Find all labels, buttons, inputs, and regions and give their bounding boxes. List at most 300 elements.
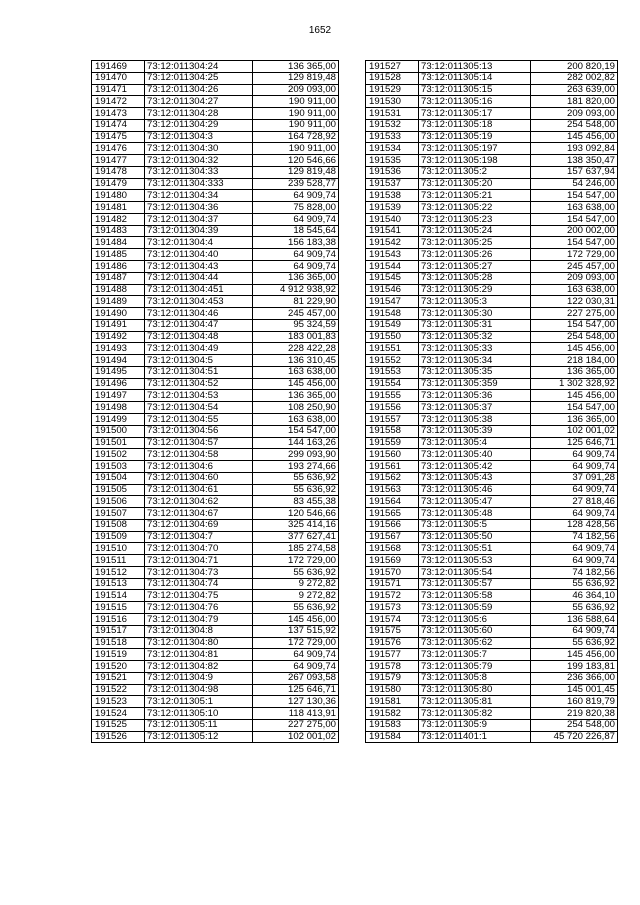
row-number-cell: 191514 (92, 590, 145, 602)
cadastral-number-cell: 73:12:011304:43 (145, 261, 253, 273)
value-cell: 129 819,48 (253, 72, 339, 84)
table-row (92, 437, 339, 449)
cadastral-number-cell: 73:12:011304:33 (145, 166, 253, 178)
cadastral-number-cell: 73:12:011305:62 (419, 637, 531, 649)
value-cell: 9 272,82 (253, 590, 339, 602)
table-row (366, 696, 618, 708)
table-row (366, 331, 618, 343)
value-cell: 64 909,74 (531, 625, 618, 637)
table-row (366, 119, 618, 131)
row-number-cell: 191500 (92, 425, 145, 437)
value-cell: 163 638,00 (253, 366, 339, 378)
row-number-cell: 191572 (366, 590, 419, 602)
table-row (92, 413, 339, 425)
row-number-cell: 191471 (92, 84, 145, 96)
cadastral-number-cell: 73:12:011305:59 (419, 602, 531, 614)
cadastral-number-cell: 73:12:011305:17 (419, 108, 531, 120)
table-row (92, 637, 339, 649)
value-cell: 4 912 938,92 (253, 284, 339, 296)
cadastral-number-cell: 73:12:011304:46 (145, 308, 253, 320)
cadastral-number-cell: 73:12:011304:5 (145, 355, 253, 367)
cadastral-number-cell: 73:12:011304:55 (145, 413, 253, 425)
table-row (92, 237, 339, 249)
table-row (92, 684, 339, 696)
value-cell: 227 275,00 (253, 719, 339, 731)
cadastral-number-cell: 73:12:011304:56 (145, 425, 253, 437)
row-number-cell: 191470 (92, 72, 145, 84)
row-number-cell: 191527 (366, 61, 419, 73)
value-cell: 54 246,00 (531, 178, 618, 190)
value-cell: 219 820,38 (531, 708, 618, 720)
row-number-cell: 191488 (92, 284, 145, 296)
value-cell: 145 456,00 (253, 613, 339, 625)
cadastral-number-cell: 73:12:011304:24 (145, 61, 253, 73)
table-row (92, 672, 339, 684)
table-row (92, 578, 339, 590)
cadastral-number-cell: 73:12:011304:49 (145, 343, 253, 355)
table-row (366, 508, 618, 520)
row-number-cell: 191487 (92, 272, 145, 284)
table-row (366, 731, 618, 743)
cadastral-number-cell: 73:12:011305:39 (419, 425, 531, 437)
row-number-cell: 191551 (366, 343, 419, 355)
table-row (366, 166, 618, 178)
value-cell: 55 636,92 (531, 637, 618, 649)
cadastral-number-cell: 73:12:011305:198 (419, 155, 531, 167)
row-number-cell: 191508 (92, 519, 145, 531)
cadastral-number-cell: 73:12:011305:46 (419, 484, 531, 496)
row-number-cell: 191531 (366, 108, 419, 120)
table-row (366, 461, 618, 473)
row-number-cell: 191560 (366, 449, 419, 461)
value-cell: 190 911,00 (253, 96, 339, 108)
row-number-cell: 191581 (366, 696, 419, 708)
table-row (92, 649, 339, 661)
table-row (92, 96, 339, 108)
table-row (366, 719, 618, 731)
cadastral-number-cell: 73:12:011305:16 (419, 96, 531, 108)
value-cell: 163 638,00 (531, 202, 618, 214)
cadastral-number-cell: 73:12:011304:70 (145, 543, 253, 555)
value-cell: 102 001,02 (531, 425, 618, 437)
row-number-cell: 191523 (92, 696, 145, 708)
cadastral-number-cell: 73:12:011305:27 (419, 261, 531, 273)
page-number: 1652 (308, 25, 332, 36)
value-cell: 64 909,74 (253, 213, 339, 225)
row-number-cell: 191577 (366, 649, 419, 661)
table-row (366, 625, 618, 637)
row-number-cell: 191543 (366, 249, 419, 261)
cadastral-number-cell: 73:12:011304:69 (145, 519, 253, 531)
row-number-cell: 191555 (366, 390, 419, 402)
row-number-cell: 191497 (92, 390, 145, 402)
table-row (366, 672, 618, 684)
cadastral-number-cell: 73:12:011304:39 (145, 225, 253, 237)
cadastral-number-cell: 73:12:011305:58 (419, 590, 531, 602)
row-number-cell: 191538 (366, 190, 419, 202)
row-number-cell: 191503 (92, 461, 145, 473)
cadastral-number-cell: 73:12:011305:28 (419, 272, 531, 284)
value-cell: 218 184,00 (531, 355, 618, 367)
value-cell: 120 546,66 (253, 155, 339, 167)
table-row (92, 131, 339, 143)
value-cell: 64 909,74 (253, 649, 339, 661)
value-cell: 299 093,90 (253, 449, 339, 461)
table-row (366, 437, 618, 449)
value-cell: 64 909,74 (531, 461, 618, 473)
table-row (92, 519, 339, 531)
value-cell: 83 455,38 (253, 496, 339, 508)
row-number-cell: 191544 (366, 261, 419, 273)
cadastral-number-cell: 73:12:011305:48 (419, 508, 531, 520)
table-row (92, 390, 339, 402)
value-cell: 200 002,00 (531, 225, 618, 237)
value-cell: 164 728,92 (253, 131, 339, 143)
cadastral-number-cell: 73:12:011305:51 (419, 543, 531, 555)
row-number-cell: 191495 (92, 366, 145, 378)
table-row (366, 284, 618, 296)
table-row (366, 366, 618, 378)
value-cell: 145 456,00 (531, 649, 618, 661)
value-cell: 254 548,00 (531, 331, 618, 343)
cadastral-number-cell: 73:12:011304:4 (145, 237, 253, 249)
cadastral-number-cell: 73:12:011305:43 (419, 472, 531, 484)
cadastral-number-cell: 73:12:011305:53 (419, 555, 531, 567)
cadastral-number-cell: 73:12:011304:98 (145, 684, 253, 696)
table-row (92, 272, 339, 284)
cadastral-number-cell: 73:12:011305:37 (419, 402, 531, 414)
cadastral-number-cell: 73:12:011304:74 (145, 578, 253, 590)
table-row (366, 261, 618, 273)
table-row (366, 496, 618, 508)
table-row (92, 84, 339, 96)
row-number-cell: 191539 (366, 202, 419, 214)
table-row (92, 190, 339, 202)
value-cell: 108 250,90 (253, 402, 339, 414)
table-row (92, 531, 339, 543)
row-number-cell: 191489 (92, 296, 145, 308)
value-cell: 136 310,45 (253, 355, 339, 367)
table-row (92, 296, 339, 308)
table-row (92, 319, 339, 331)
table-row (92, 613, 339, 625)
value-cell: 209 093,00 (531, 108, 618, 120)
row-number-cell: 191510 (92, 543, 145, 555)
table-row (366, 190, 618, 202)
table-row (92, 202, 339, 214)
row-number-cell: 191484 (92, 237, 145, 249)
row-number-cell: 191483 (92, 225, 145, 237)
row-number-cell: 191480 (92, 190, 145, 202)
table-row (92, 484, 339, 496)
table-row (92, 213, 339, 225)
row-number-cell: 191501 (92, 437, 145, 449)
cadastral-number-cell: 73:12:011304:25 (145, 72, 253, 84)
value-cell: 125 646,71 (531, 437, 618, 449)
table-row (366, 61, 618, 73)
value-cell: 75 828,00 (253, 202, 339, 214)
row-number-cell: 191516 (92, 613, 145, 625)
table-row (366, 202, 618, 214)
table-row (92, 508, 339, 520)
row-number-cell: 191549 (366, 319, 419, 331)
table-row (92, 472, 339, 484)
row-number-cell: 191469 (92, 61, 145, 73)
cadastral-number-cell: 73:12:011304:37 (145, 213, 253, 225)
value-cell: 199 183,81 (531, 661, 618, 673)
row-number-cell: 191478 (92, 166, 145, 178)
cadastral-number-cell: 73:12:011401:1 (419, 731, 531, 743)
cadastral-number-cell: 73:12:011305:1 (145, 696, 253, 708)
table-row (92, 719, 339, 731)
value-cell: 227 275,00 (531, 308, 618, 320)
table-row (92, 696, 339, 708)
table-row (366, 296, 618, 308)
value-cell: 172 729,00 (253, 637, 339, 649)
value-cell: 145 456,00 (253, 378, 339, 390)
cadastral-number-cell: 73:12:011305:81 (419, 696, 531, 708)
cadastral-number-cell: 73:12:011305:4 (419, 437, 531, 449)
row-number-cell: 191566 (366, 519, 419, 531)
row-number-cell: 191534 (366, 143, 419, 155)
table-row (366, 449, 618, 461)
row-number-cell: 191546 (366, 284, 419, 296)
cadastral-number-cell: 73:12:011305:29 (419, 284, 531, 296)
value-cell: 209 093,00 (253, 84, 339, 96)
cadastral-number-cell: 73:12:011304:81 (145, 649, 253, 661)
cadastral-number-cell: 73:12:011304:28 (145, 108, 253, 120)
cadastral-number-cell: 73:12:011305:21 (419, 190, 531, 202)
cadastral-number-cell: 73:12:011304:27 (145, 96, 253, 108)
table-row (92, 378, 339, 390)
row-number-cell: 191552 (366, 355, 419, 367)
table-row (366, 590, 618, 602)
cadastral-number-cell: 73:12:011304:79 (145, 613, 253, 625)
cadastral-number-cell: 73:12:011304:7 (145, 531, 253, 543)
table-row (92, 602, 339, 614)
cadastral-number-cell: 73:12:011305:8 (419, 672, 531, 684)
row-number-cell: 191541 (366, 225, 419, 237)
table-row (366, 72, 618, 84)
table-row (366, 178, 618, 190)
cadastral-number-cell: 73:12:011305:34 (419, 355, 531, 367)
cadastral-number-cell: 73:12:011305:31 (419, 319, 531, 331)
value-cell: 136 588,64 (531, 613, 618, 625)
row-number-cell: 191502 (92, 449, 145, 461)
cadastral-number-cell: 73:12:011304:71 (145, 555, 253, 567)
row-number-cell: 191547 (366, 296, 419, 308)
table-row (366, 143, 618, 155)
cadastral-number-cell: 73:12:011304:40 (145, 249, 253, 261)
cadastral-number-cell: 73:12:011304:57 (145, 437, 253, 449)
cadastral-number-cell: 73:12:011304:451 (145, 284, 253, 296)
value-cell: 81 229,90 (253, 296, 339, 308)
value-cell: 156 183,38 (253, 237, 339, 249)
value-cell: 136 365,00 (253, 390, 339, 402)
value-cell: 377 627,41 (253, 531, 339, 543)
cadastral-number-cell: 73:12:011305:13 (419, 61, 531, 73)
value-cell: 136 365,00 (531, 366, 618, 378)
cadastral-number-cell: 73:12:011305:25 (419, 237, 531, 249)
value-cell: 64 909,74 (253, 661, 339, 673)
table-row (366, 390, 618, 402)
row-number-cell: 191535 (366, 155, 419, 167)
table-row (366, 649, 618, 661)
value-cell: 282 002,82 (531, 72, 618, 84)
cadastral-number-cell: 73:12:011305:10 (145, 708, 253, 720)
value-cell: 157 637,94 (531, 166, 618, 178)
table-row (366, 225, 618, 237)
row-number-cell: 191550 (366, 331, 419, 343)
row-number-cell: 191582 (366, 708, 419, 720)
cadastral-number-cell: 73:12:011304:73 (145, 566, 253, 578)
cadastral-number-cell: 73:12:011304:53 (145, 390, 253, 402)
value-cell: 118 413,91 (253, 708, 339, 720)
table-row (366, 425, 618, 437)
table-row (366, 272, 618, 284)
row-number-cell: 191540 (366, 213, 419, 225)
cadastral-number-cell: 73:12:011304:8 (145, 625, 253, 637)
cadastral-number-cell: 73:12:011304:26 (145, 84, 253, 96)
row-number-cell: 191481 (92, 202, 145, 214)
cadastral-number-cell: 73:12:011305:47 (419, 496, 531, 508)
cadastral-number-cell: 73:12:011305:40 (419, 449, 531, 461)
table-row (92, 108, 339, 120)
cadastral-number-cell: 73:12:011305:50 (419, 531, 531, 543)
table-row (366, 402, 618, 414)
table-row (92, 425, 339, 437)
value-cell: 64 909,74 (253, 261, 339, 273)
value-cell: 154 547,00 (531, 213, 618, 225)
cadastral-number-cell: 73:12:011305:32 (419, 331, 531, 343)
value-cell: 18 545,64 (253, 225, 339, 237)
row-number-cell: 191520 (92, 661, 145, 673)
table-row (92, 225, 339, 237)
value-cell: 236 366,00 (531, 672, 618, 684)
value-cell: 55 636,92 (253, 484, 339, 496)
row-number-cell: 191583 (366, 719, 419, 731)
cadastral-number-cell: 73:12:011305:82 (419, 708, 531, 720)
row-number-cell: 191512 (92, 566, 145, 578)
table-row (92, 355, 339, 367)
value-cell: 193 092,84 (531, 143, 618, 155)
table-row (366, 531, 618, 543)
value-cell: 144 163,26 (253, 437, 339, 449)
value-cell: 127 130,36 (253, 696, 339, 708)
row-number-cell: 191530 (366, 96, 419, 108)
value-cell: 185 274,58 (253, 543, 339, 555)
table-row (92, 261, 339, 273)
cadastral-number-cell: 73:12:011305:359 (419, 378, 531, 390)
cadastral-number-cell: 73:12:011305:54 (419, 566, 531, 578)
row-number-cell: 191563 (366, 484, 419, 496)
value-cell: 136 365,00 (253, 61, 339, 73)
row-number-cell: 191575 (366, 625, 419, 637)
cadastral-number-cell: 73:12:011305:79 (419, 661, 531, 673)
table-row (92, 731, 339, 743)
value-cell: 145 001,45 (531, 684, 618, 696)
cadastral-number-cell: 73:12:011304:61 (145, 484, 253, 496)
row-number-cell: 191556 (366, 402, 419, 414)
table-row (366, 543, 618, 555)
value-cell: 64 909,74 (531, 555, 618, 567)
value-cell: 200 820,19 (531, 61, 618, 73)
row-number-cell: 191529 (366, 84, 419, 96)
table-row (92, 590, 339, 602)
row-number-cell: 191567 (366, 531, 419, 543)
table-row (366, 484, 618, 496)
value-cell: 120 546,66 (253, 508, 339, 520)
row-number-cell: 191579 (366, 672, 419, 684)
value-cell: 245 457,00 (253, 308, 339, 320)
row-number-cell: 191472 (92, 96, 145, 108)
cadastral-number-cell: 73:12:011305:19 (419, 131, 531, 143)
value-cell: 136 365,00 (253, 272, 339, 284)
row-number-cell: 191578 (366, 661, 419, 673)
value-cell: 55 636,92 (253, 602, 339, 614)
row-number-cell: 191561 (366, 461, 419, 473)
value-cell: 267 093,58 (253, 672, 339, 684)
table-row (366, 108, 618, 120)
cadastral-number-cell: 73:12:011305:20 (419, 178, 531, 190)
right-data-table (365, 60, 618, 743)
cadastral-number-cell: 73:12:011305:33 (419, 343, 531, 355)
row-number-cell: 191584 (366, 731, 419, 743)
cadastral-number-cell: 73:12:011305:9 (419, 719, 531, 731)
table-row (366, 613, 618, 625)
value-cell: 239 528,77 (253, 178, 339, 190)
cadastral-number-cell: 73:12:011304:51 (145, 366, 253, 378)
cadastral-number-cell: 73:12:011305:24 (419, 225, 531, 237)
row-number-cell: 191515 (92, 602, 145, 614)
value-cell: 228 422,28 (253, 343, 339, 355)
cadastral-number-cell: 73:12:011305:2 (419, 166, 531, 178)
value-cell: 46 364,10 (531, 590, 618, 602)
cadastral-number-cell: 73:12:011304:76 (145, 602, 253, 614)
row-number-cell: 191474 (92, 119, 145, 131)
row-number-cell: 191506 (92, 496, 145, 508)
right-table-body (366, 61, 618, 743)
row-number-cell: 191573 (366, 602, 419, 614)
cadastral-number-cell: 73:12:011305:80 (419, 684, 531, 696)
table-row (92, 284, 339, 296)
cadastral-number-cell: 73:12:011305:197 (419, 143, 531, 155)
row-number-cell: 191536 (366, 166, 419, 178)
cadastral-number-cell: 73:12:011304:80 (145, 637, 253, 649)
value-cell: 181 820,00 (531, 96, 618, 108)
table-row (92, 661, 339, 673)
value-cell: 55 636,92 (253, 566, 339, 578)
value-cell: 45 720 226,87 (531, 731, 618, 743)
cadastral-number-cell: 73:12:011305:22 (419, 202, 531, 214)
table-row (92, 566, 339, 578)
row-number-cell: 191473 (92, 108, 145, 120)
table-row (366, 519, 618, 531)
value-cell: 95 324,59 (253, 319, 339, 331)
table-row (366, 96, 618, 108)
table-row (366, 319, 618, 331)
table-row (366, 413, 618, 425)
row-number-cell: 191559 (366, 437, 419, 449)
cadastral-number-cell: 73:12:011305:12 (145, 731, 253, 743)
table-row (92, 708, 339, 720)
row-number-cell: 191558 (366, 425, 419, 437)
cadastral-number-cell: 73:12:011304:75 (145, 590, 253, 602)
cadastral-number-cell: 73:12:011305:23 (419, 213, 531, 225)
row-number-cell: 191568 (366, 543, 419, 555)
left-data-table (91, 60, 339, 743)
value-cell: 154 547,00 (531, 402, 618, 414)
